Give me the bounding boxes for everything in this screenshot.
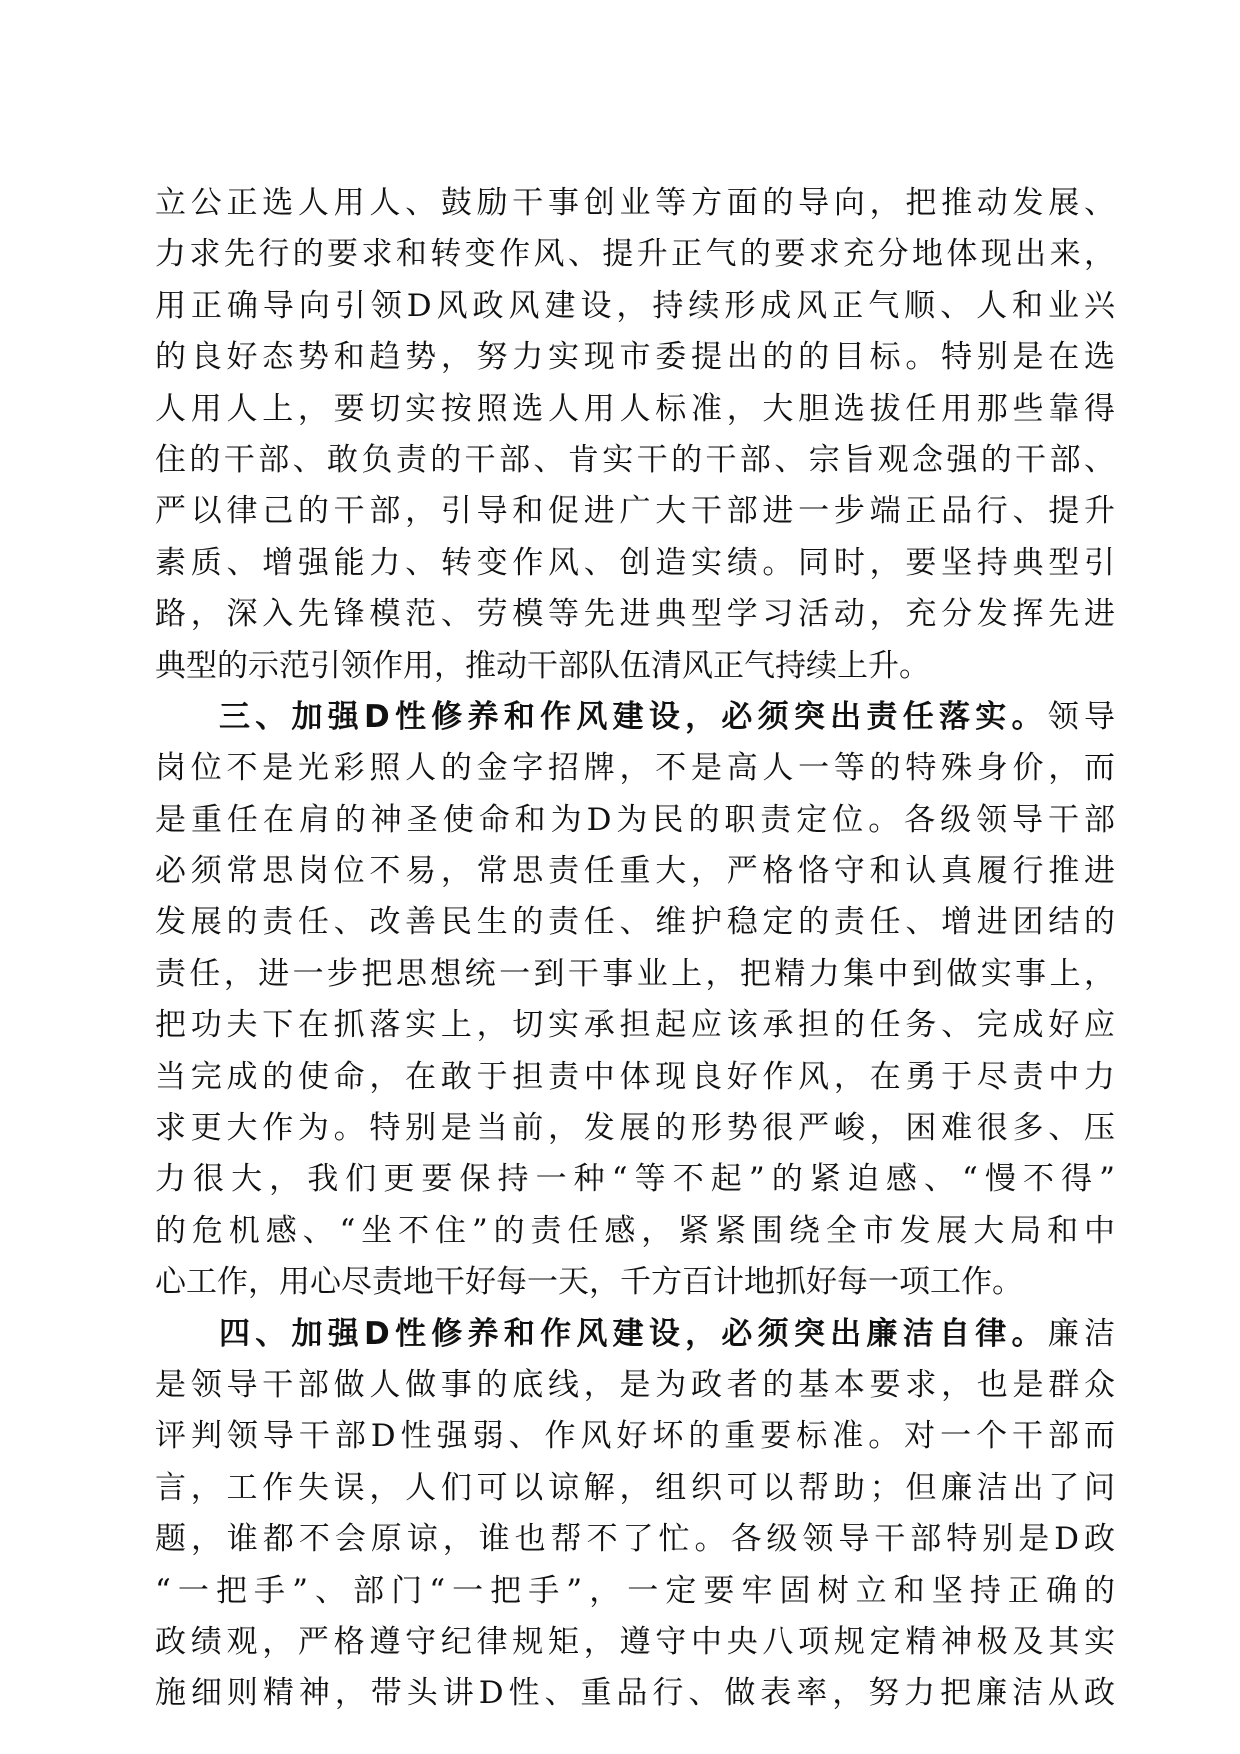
text-line: 是重任在肩的神圣使命和为D为民的职责定位。各级领导干部 [155, 801, 1115, 838]
text-line-continuation: 领导 [1047, 698, 1115, 735]
text-line: 把功夫下在抓落实上，切实承担起应该承担的任务、完成好应 [155, 1007, 1115, 1044]
text-line-continuation: 廉洁 [1047, 1315, 1115, 1352]
text-line: 政绩观，严格遵守纪律规矩，遵守中央八项规定精神极及其实 [155, 1623, 1115, 1660]
text-line: 人用人上，要切实按照选人用人标准，大胆选拔任用那些靠得 [155, 390, 1115, 427]
text-line: 题，谁都不会原谅，谁也帮不了忙。各级领导干部特别是D政 [155, 1521, 1115, 1558]
text-line: 住的干部、敢负责的干部、肯实干的干部、宗旨观念强的干部、 [155, 441, 1115, 478]
text-line: 施细则精神，带头讲D性、重品行、做表率，努力把廉洁从政 [155, 1675, 1115, 1712]
section-heading-line [155, 1309, 1115, 1360]
text-line: 力很大，我们更要保持一种“等不起”的紧迫感、“慢不得” [155, 1161, 1115, 1198]
section-heading: 三、加强D性修养和作风建设，必须突出责任落实。 [219, 698, 1048, 735]
text-line: 发展的责任、改善民生的责任、维护稳定的责任、增进团结的 [155, 904, 1115, 941]
text-line: 的良好态势和趋势，努力实现市委提出的的目标。特别是在选 [155, 339, 1115, 376]
text-line: 力求先行的要求和转变作风、提升正气的要求充分地体现出来， [155, 236, 1115, 273]
text-line: 岗位不是光彩照人的金字招牌，不是高人一等的特殊身价，而 [155, 750, 1115, 787]
text-line: 言，工作失误，人们可以谅解，组织可以帮助；但廉洁出了问 [155, 1469, 1115, 1506]
text-line: 素质、增强能力、转变作风、创造实绩。同时，要坚持典型引 [155, 544, 1115, 581]
text-line: 必须常思岗位不易，常思责任重大，严格恪守和认真履行推进 [155, 853, 1115, 890]
text-line: 心工作，用心尽责地干好每一天，千方百计地抓好每一项工作。 [155, 1264, 1023, 1301]
text-line: “一把手”、部门“一把手”，一定要牢固树立和坚持正确的 [155, 1572, 1115, 1609]
text-line: 责任，进一步把思想统一到干事业上，把精力集中到做实事上， [155, 955, 1115, 992]
text-line: 是领导干部做人做事的底线，是为政者的基本要求，也是群众 [155, 1366, 1115, 1403]
text-line: 当完成的使命，在敢于担责中体现良好作风，在勇于尽责中力 [155, 1058, 1115, 1095]
text-line: 立公正选人用人、鼓励干事创业等方面的导向，把推动发展、 [155, 185, 1115, 221]
section-heading-line [155, 692, 1115, 743]
text-line: 评判领导干部D性强弱、作风好坏的重要标准。对一个干部而 [155, 1418, 1115, 1455]
text-line: 的危机感、“坐不住”的责任感，紧紧围绕全市发展大局和中 [155, 1212, 1115, 1249]
section-heading: 四、加强D性修养和作风建设，必须突出廉洁自律。 [219, 1315, 1048, 1352]
text-line: 严以律己的干部，引导和促进广大干部进一步端正品行、提升 [155, 493, 1115, 530]
text-line: 用正确导向引领D风政风建设，持续形成风正气顺、人和业兴 [155, 287, 1115, 324]
body-text [155, 178, 1115, 1720]
text-line: 路，深入先锋模范、劳模等先进典型学习活动，充分发挥先进 [155, 596, 1115, 633]
text-line: 求更大作为。特别是当前，发展的形势很严峻，困难很多、压 [155, 1110, 1115, 1147]
text-line: 典型的示范引领作用，推动干部队伍清风正气持续上升。 [155, 647, 930, 684]
